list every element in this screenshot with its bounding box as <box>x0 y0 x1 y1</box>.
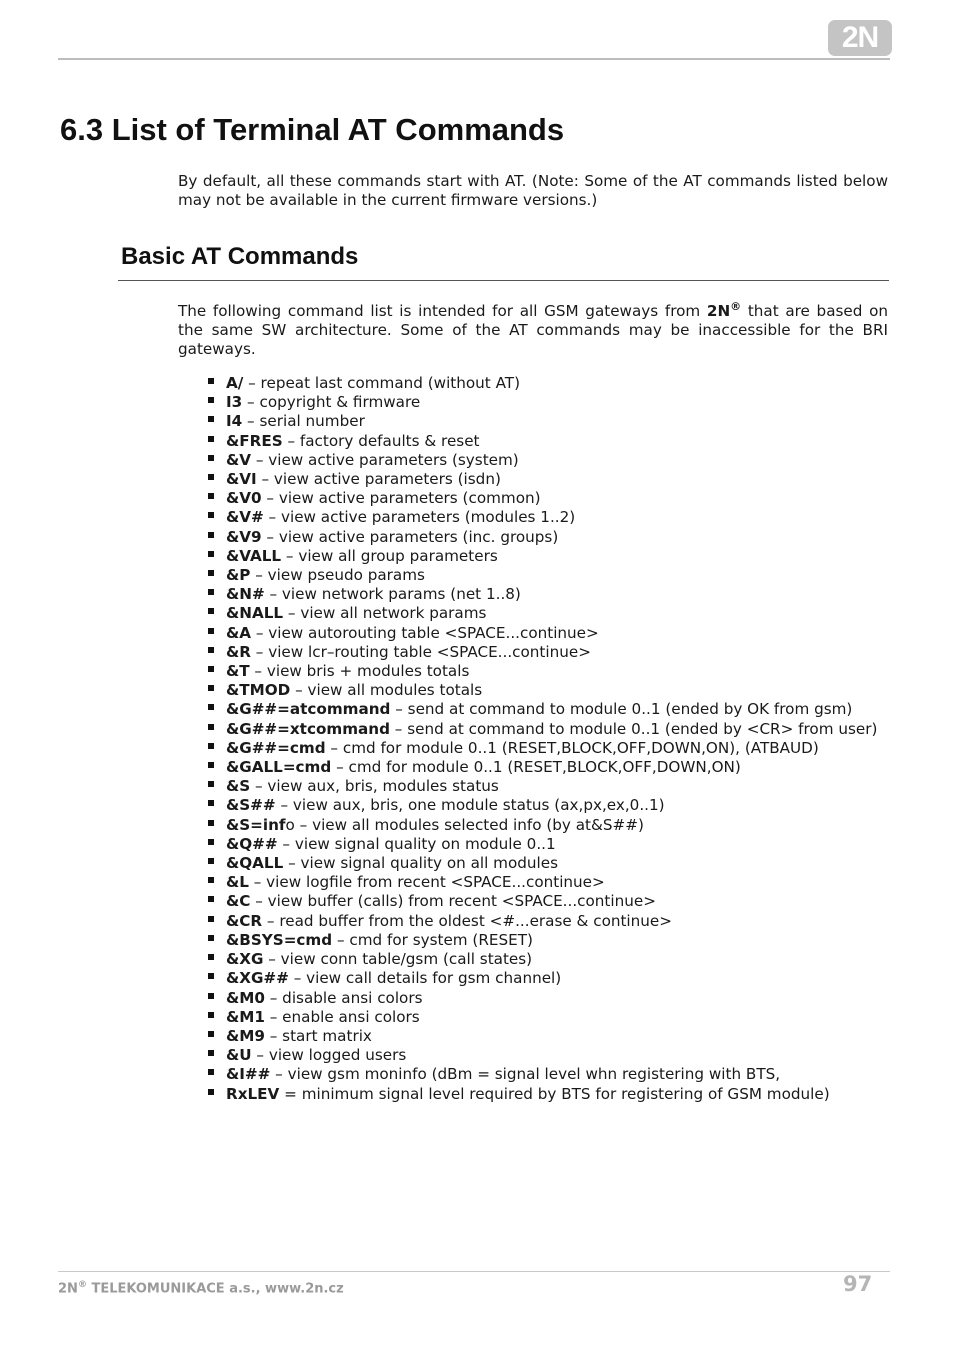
command-description: – start matrix <box>264 1026 372 1045</box>
command-description: – send at command to module 0..1 (ended by OK from gsm) <box>390 700 853 719</box>
footer-brand: 2N <box>58 1281 78 1297</box>
command-item <box>178 585 888 604</box>
command-description: – view active parameters (inc. groups) <box>261 527 559 546</box>
command-description: – view autorouting table <SPACE...continue> <box>251 623 599 642</box>
square-bullet-icon <box>208 935 214 941</box>
command-code: &G##=cmd <box>226 738 326 757</box>
command-item <box>178 1065 888 1084</box>
command-description: – view all group parameters <box>281 546 498 565</box>
section-description <box>178 297 888 360</box>
command-item <box>178 1085 888 1104</box>
command-item <box>178 393 888 412</box>
command-description: – view conn table/gsm (call states) <box>263 950 533 969</box>
command-description: – view active parameters (modules 1..2) <box>263 508 576 527</box>
command-item <box>178 892 888 911</box>
command-description: – view signal quality on module 0..1 <box>277 834 556 853</box>
square-bullet-icon <box>208 685 214 691</box>
footer-company-text: TELEKOMUNIKACE a.s., www.2n.cz <box>86 1281 344 1297</box>
square-bullet-icon <box>208 608 214 614</box>
command-item <box>178 412 888 431</box>
command-code: &T <box>226 662 250 681</box>
command-item <box>178 604 888 623</box>
command-item <box>178 489 888 508</box>
command-description: – cmd for system (RESET) <box>332 930 533 949</box>
command-item <box>178 643 888 662</box>
command-item <box>178 854 888 873</box>
square-bullet-icon <box>208 647 214 653</box>
command-code: &R <box>226 642 251 661</box>
footer-company <box>58 1280 344 1296</box>
command-code: A/ <box>226 374 244 392</box>
command-code: &U <box>226 1046 252 1065</box>
square-bullet-icon <box>208 1069 214 1075</box>
command-code: &V <box>226 450 251 469</box>
page-title: 6.3 List of Terminal AT Commands <box>60 112 565 147</box>
command-code: &S <box>226 777 251 796</box>
brand-logo: 2N <box>828 20 892 56</box>
command-description: – enable ansi colors <box>264 1007 420 1026</box>
command-item <box>178 835 888 854</box>
command-description: – view all modules totals <box>290 681 483 700</box>
command-code: &VI <box>226 470 257 489</box>
command-description: – view network params (net 1..8) <box>264 585 521 604</box>
square-bullet-icon <box>208 762 214 768</box>
square-bullet-icon <box>208 896 214 902</box>
command-code: &S## <box>226 796 276 815</box>
footer-divider <box>58 1271 890 1272</box>
square-bullet-icon <box>208 666 214 672</box>
command-code: &QALL <box>226 854 284 873</box>
command-code: &BSYS=cmd <box>226 930 333 949</box>
square-bullet-icon <box>208 877 214 883</box>
square-bullet-icon <box>208 820 214 826</box>
command-item <box>178 912 888 931</box>
command-item <box>178 1008 888 1027</box>
command-code: &M0 <box>226 988 265 1007</box>
command-description: – view aux, bris, modules status <box>250 777 499 796</box>
square-bullet-icon <box>208 800 214 806</box>
square-bullet-icon <box>208 397 214 403</box>
command-description: – view gsm moninfo (dBm = signal level whn registering with BTS, <box>270 1065 781 1084</box>
command-description: – cmd for module 0..1 (RESET,BLOCK,OFF,DOWN,ON) <box>331 758 741 777</box>
command-code: &C <box>226 892 251 911</box>
command-description: – send at command to module 0..1 (ended by <CR> from user) <box>389 719 878 738</box>
command-description: – view buffer (calls) from recent <SPACE...continue> <box>250 892 656 911</box>
square-bullet-icon <box>208 436 214 442</box>
command-item <box>178 796 888 815</box>
command-item <box>178 777 888 796</box>
command-description: – factory defaults & reset <box>282 431 480 450</box>
square-bullet-icon <box>208 858 214 864</box>
command-code: &S=inf <box>226 815 286 834</box>
command-code: &P <box>226 566 251 585</box>
command-item <box>178 950 888 969</box>
command-item <box>178 816 888 835</box>
command-item <box>178 758 888 777</box>
command-code: &V# <box>226 508 264 527</box>
command-item <box>178 470 888 489</box>
command-item <box>178 700 888 719</box>
command-item <box>178 451 888 470</box>
command-code: RxLEV <box>226 1084 280 1103</box>
command-description: – view aux, bris, one module status (ax,px,ex,0..1) <box>275 796 665 815</box>
command-code: &XG## <box>226 969 289 988</box>
square-bullet-icon <box>208 1050 214 1056</box>
command-description: = minimum signal level required by BTS for registering of GSM module) <box>279 1084 830 1103</box>
command-description: – copyright & firmware <box>242 393 421 412</box>
square-bullet-icon <box>208 1031 214 1037</box>
command-item <box>178 547 888 566</box>
command-code: &G##=atcommand <box>226 700 391 719</box>
command-code: &M9 <box>226 1026 265 1045</box>
square-bullet-icon <box>208 532 214 538</box>
command-code: &L <box>226 873 249 892</box>
brand-name: 2N <box>706 302 731 321</box>
command-item <box>178 931 888 950</box>
section-heading: Basic AT Commands <box>121 243 359 270</box>
command-code: &G##=xtcommand <box>226 719 390 738</box>
command-description: – cmd for module 0..1 (RESET,BLOCK,OFF,DOWN,ON), (ATBAUD) <box>325 738 819 757</box>
intro-paragraph: By default, all these commands start with AT. (Note: Some of the AT commands listed below may not be available in the current firmware versions.) <box>178 172 888 210</box>
command-description: – view all network params <box>283 604 487 623</box>
square-bullet-icon <box>208 704 214 710</box>
command-description: – disable ansi colors <box>264 988 423 1007</box>
command-item <box>178 508 888 527</box>
command-item <box>178 624 888 643</box>
square-bullet-icon <box>208 743 214 749</box>
command-code: &GALL=cmd <box>226 758 332 777</box>
desc-text-before: The following command list is intended for all GSM gateways from <box>178 302 707 321</box>
command-description: – view lcr–routing table <SPACE...continue> <box>250 642 591 661</box>
command-code: &XG <box>226 950 264 969</box>
square-bullet-icon <box>208 916 214 922</box>
command-code: I3 <box>226 393 243 412</box>
command-code: &N# <box>226 585 265 604</box>
square-bullet-icon <box>208 724 214 730</box>
square-bullet-icon <box>208 839 214 845</box>
square-bullet-icon <box>208 493 214 499</box>
command-item <box>178 873 888 892</box>
square-bullet-icon <box>208 551 214 557</box>
square-bullet-icon <box>208 781 214 787</box>
square-bullet-icon <box>208 628 214 634</box>
footer-registered-mark: ® <box>77 1280 87 1290</box>
command-item <box>178 566 888 585</box>
command-code: &M1 <box>226 1007 265 1026</box>
command-code: &A <box>226 623 251 642</box>
square-bullet-icon <box>208 1089 214 1095</box>
command-description: – view logged users <box>251 1046 407 1065</box>
command-item <box>178 1027 888 1046</box>
command-code: &Q## <box>226 834 278 853</box>
command-description: – view pseudo params <box>250 566 425 585</box>
command-description: o – view all modules selected info (by at&S##) <box>285 815 644 834</box>
square-bullet-icon <box>208 1012 214 1018</box>
command-list <box>178 374 888 1104</box>
command-description: – view active parameters (system) <box>251 450 519 469</box>
square-bullet-icon <box>208 416 214 422</box>
command-item <box>178 739 888 758</box>
command-description: – view active parameters (common) <box>261 489 541 508</box>
page-number: 97 <box>843 1272 873 1296</box>
command-code: &TMOD <box>226 681 291 700</box>
command-description: – view logfile from recent <SPACE...continue> <box>248 873 605 892</box>
command-code: &VALL <box>226 546 282 565</box>
command-code: &FRES <box>226 431 283 450</box>
square-bullet-icon <box>208 455 214 461</box>
square-bullet-icon <box>208 378 214 384</box>
command-description: – view call details for gsm channel) <box>288 969 562 988</box>
section-divider <box>118 280 889 281</box>
command-code: &V0 <box>226 489 262 508</box>
header-divider <box>58 58 890 60</box>
command-item <box>178 1046 888 1065</box>
command-item <box>178 432 888 451</box>
command-code: &V9 <box>226 527 262 546</box>
command-description: – view signal quality on all modules <box>283 854 558 873</box>
command-code: &CR <box>226 911 263 930</box>
command-description: – repeat last command (without AT) <box>243 374 521 392</box>
square-bullet-icon <box>208 512 214 518</box>
square-bullet-icon <box>208 973 214 979</box>
square-bullet-icon <box>208 954 214 960</box>
command-item <box>178 989 888 1008</box>
command-item <box>178 969 888 988</box>
square-bullet-icon <box>208 474 214 480</box>
command-item <box>178 681 888 700</box>
desc-text-after: that are based on the same SW architecture. Some of the AT commands may be inaccessible for the BRI gateways. <box>178 302 888 359</box>
square-bullet-icon <box>208 570 214 576</box>
command-item <box>178 720 888 739</box>
command-description: – view active parameters (isdn) <box>256 470 501 489</box>
square-bullet-icon <box>208 993 214 999</box>
command-description: – serial number <box>242 412 365 431</box>
command-description: – view bris + modules totals <box>249 662 470 681</box>
command-item <box>178 374 888 393</box>
command-description: – read buffer from the oldest <#...erase & continue> <box>262 911 672 930</box>
command-item <box>178 662 888 681</box>
square-bullet-icon <box>208 589 214 595</box>
command-code: I4 <box>226 412 243 431</box>
registered-mark: ® <box>730 300 742 313</box>
command-item <box>178 528 888 547</box>
command-code: &I## <box>226 1065 271 1084</box>
command-code: &NALL <box>226 604 284 623</box>
